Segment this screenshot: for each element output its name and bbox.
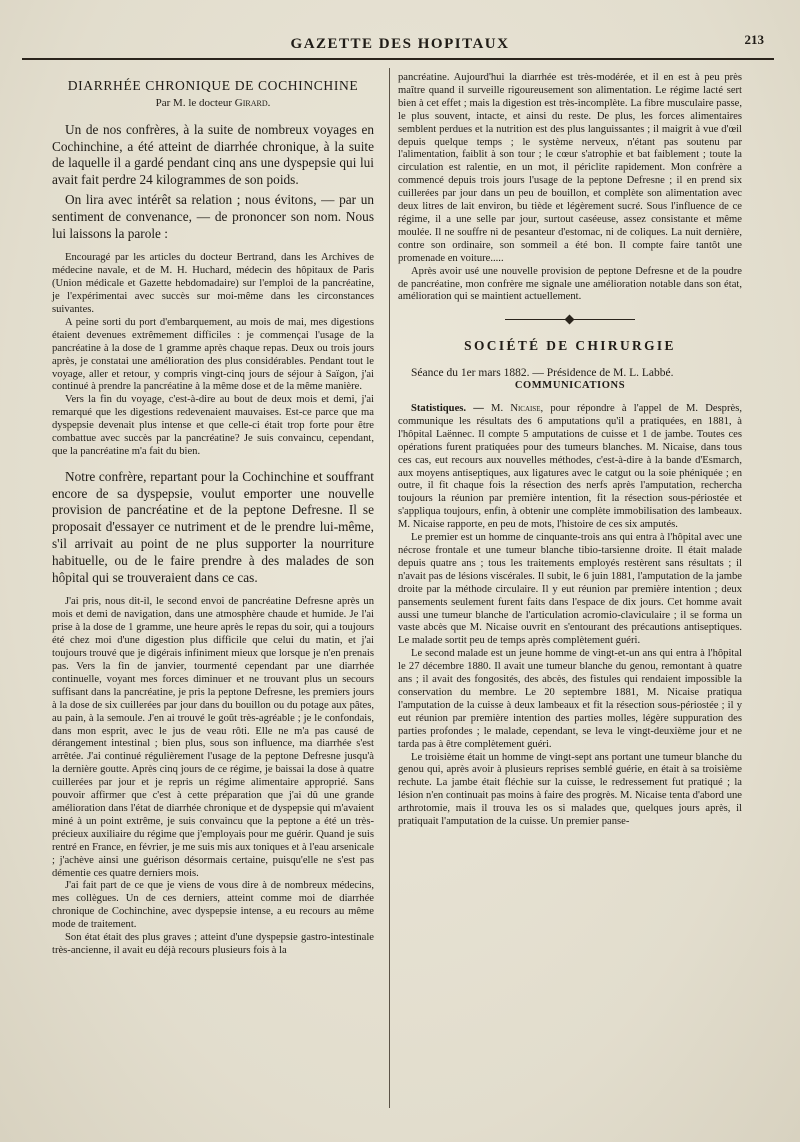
- running-head: [30, 32, 770, 56]
- byline-prefix: Par M. le docteur: [155, 96, 233, 109]
- header-rule: [22, 58, 774, 60]
- article-title: DIARRHÉE CHRONIQUE DE COCHINCHINE: [67, 78, 359, 93]
- article-paragraph: On lira avec intérêt sa relation ; nous évitons, — par un sentiment de convenance, — de prononcer son nom. Nous lui laissons la parole :: [52, 192, 374, 241]
- article-paragraph: A peine sorti du port d'embarquement, au mois de mai, mes digestions étaient devenues extrêmement difficiles : je commençai l'usage de la pancréatine à la dose de 1 gramme après chaque repas. Deux ou trois jours après, je constatai une amélioration des plus considérables. Pendant tout le voyage, aller et retour, y compris vingt-cinq jours de séjour à Saïgon, j'ai continué à prendre la pancréatine à la même dose et de la même manière.: [52, 316, 374, 393]
- article-paragraph: Notre confrère, repartant pour la Cochinchine et souffrant encore de sa dyspepsie, voulut emporter une nouvelle provision de pancréatine et de la peptone Defresne. Il se proposait d'essayer ce nutriment et de le prendre lui-même, s'il arrivait au point de ne plus supporter la nourriture habituelle, ou de le faire prendre à des malades de son hôpital qui se trouveraient dans ce cas.: [52, 468, 374, 585]
- article-paragraph: J'ai fait part de ce que je viens de vous dire à de nombreux médecins, mes collègues. Un de ces derniers, atteint comme moi de diarrhée chronique de Cochinchine, avec dyspepsie intense, a eu recours au même mode de traitement.: [52, 880, 374, 931]
- society-title: SOCIÉTÉ DE CHIRURGIE: [464, 338, 676, 354]
- society-paragraph: Le premier est un homme de cinquante-trois ans qui entra à l'hôpital avec une nécrose frontale et une tumeur blanche tibio-tarsienne droite. Il était malade depuis quatre ans ; tous les traitements employés restèrent sans résultats ; il n'avait pas de lésions viscérales. Il subit, le 6 juin 1881, l'amputation de la jambe droite par la méthode circulaire. Il y eut réunion par première intention ; deux pansements seulement furent faits dans l'espace de dix jours. Cet homme avait aussi une tumeur blanche de l'articulation acromio-claviculaire ; il se forma un vaste abcès que M. Nicaise ouvrit en s'entourant des précautions antiseptiques. Le malade sortit peu de temps après complètement guéri.: [398, 532, 742, 647]
- left-column: [52, 72, 374, 958]
- column-divider: [389, 68, 390, 1108]
- section-separator-ornament: [505, 316, 635, 322]
- article-paragraph: Après avoir usé une nouvelle provision de peptone Defresne et de la poudre de pancréatine, mon confrère me signale une amélioration notable dans son état, amélioration qui se maintient actuellement.: [398, 265, 742, 303]
- runin-speaker: M. Nicaise,: [491, 403, 544, 415]
- society-paragraph: Le troisième était un homme de vingt-sept ans portant une tumeur blanche du genou qui, après avoir à plusieurs reprises semblé guérie, en était à sa troisième rechute. La jambe était fléchie sur la cuisse, le redressement fut pratiqué ; la lésion n'en continuait pas moins à faire des progrès. M. Nicaise tenta d'abord une arthrotomie, mais il trouva les os si malades que, quelques jours après, il pratiquait l'amputation de la cuisse. Un premier panse-: [398, 751, 742, 828]
- article-paragraph: Vers la fin du voyage, c'est-à-dire au bout de deux mois et demi, j'ai remarqué que les digestions redevenaient mauvaises. Est-ce parce que ma dyspepsie devenait plus intense et que celle-ci était trop forte pour être combattue avec succès par la pancréatine? Je suis convaincu, cependant, que la pancréatine m'a fait du bien.: [52, 394, 374, 457]
- runin-heading: Statistiques. —: [411, 403, 484, 415]
- page-number: 213: [744, 32, 764, 47]
- journal-title: GAZETTE DES HOPITAUX: [290, 36, 510, 52]
- byline-author: Girard.: [234, 96, 271, 109]
- article-paragraph: pancréatine. Aujourd'hui la diarrhée est très-modérée, et il en est à peu près maître quand il surveille rigoureusement son alimentation. Le régime lacté sert bien à cet effet ; mais la digestion est très-incomplète. La fibre musculaire passe, le plus souvent, intacte, et ainsi du reste. De plus, les forces alimentaires semblent perdues et la nutrition est des plus languissantes ; il maigrit à vue d'œil depuis quelque temps ; le système nerveux, n'étant pas soutenu par l'alimentation, faiblit à son tour ; le cœur s'atrophie et bat faiblement ; toute la circulation est ralentie, en un mot, il périclite rapidement. Mon confrère a commencé depuis trois jours l'usage de la peptone Defresne ; il en prend six cuillerées par jour dans un peu de bouillon, et complète son alimentation avec deux litres de lait environ, bu tiède et légèrement sucré. Sous l'influence de ce régime, il a une selle par jour, surtout caséeuse, assez consistante et même moulée. Il ne souffre ni de pesanteur d'estomac, ni de coliques. La nuit dernière, contre son ordinaire, son sommeil a été bon. Il compte faire tantôt une promenade en voiture.....: [398, 72, 742, 264]
- article-paragraph: J'ai pris, nous dit-il, le second envoi de pancréatine Defresne après un mois et demi de navigation, dans une atmosphère chaude et humide. Je l'ai prise à la dose de 1 gramme, une heure après le repas du soir, qui a toujours été chez moi d'une digestion plus difficile que celui du matin, et j'ai toujours trouvé que je digérais infiniment mieux que lorsque je n'en prenais pas. Vers la fin de janvier, tourmenté cependant par une diarrhée continuelle, voyant mes forces diminuer et ne trouvant plus un secours suffisant dans la pancréatine, je pris la peptone Defresne, les premiers jours à la dose de six cuillerées par jour dans du bouillon ou du potage aux pâtes, au pain, à la semoule. J'en ai trouvé le goût très-agréable ; je le confondais, dans mon esprit, avec le jus de veau rôti. Elle ne m'a pas causé de dérangement intestinal ; bien plus, sous son influence, ma diarrhée s'est arrêtée. J'ai continué régulièrement l'usage de la peptone Defresne jusqu'à la dernière goutte. Après cinq jours de ce régime, je baissai la dose à quatre cuillerées par jour et je repris un régime alimentaire approprié. Sans pouvoir affirmer que c'est à cette préparation que j'ai dû une grande amélioration dans l'état de diarrhée chronique et de dyspepsie qui m'avaient miné à un point extrême, je suis convaincu que la peptone a été un très-précieux auxiliaire du régime que j'employais pour me guérir. Quand je suis rentré en France, en février, je me suis mis aux toniques et à l'eau arsenicale ; j'achève ainsi une guérison désormais certaine, puisqu'elle ne s'est pas démentie ces quatre derniers mois.: [52, 596, 374, 879]
- society-paragraph: Le second malade est un jeune homme de vingt-et-un ans qui entra à l'hôpital le 27 décembre 1880. Il avait une tumeur blanche du genou, remontant à quatre ans ; il avait des fongosités, des abcès, des fistules qui rendaient impossible la conservation du membre. Le 20 septembre 1881, M. Nicaise pratiqua l'amputation de la cuisse à deux lambeaux et fit la résection sous-périostée ; il y eut réunion par première intention des parties molles, légère suppuration des parties profondes ; le malade, cependant, se leva le vingt-deuxième jour et ne tarda pas à être complètement guéri.: [398, 648, 742, 750]
- byline: [52, 97, 374, 110]
- article-paragraph: Encouragé par les articles du docteur Bertrand, dans les Archives de médecine navale, et de M. H. Huchard, médecin des hôpitaux de Paris (Union médicale et Gazette hebdomadaire) sur l'emploi de la pancréatine, je l'expérimentai avec succès sur moi-même dans les circonstances suivantes.: [52, 252, 374, 316]
- right-column: [398, 72, 742, 829]
- society-paragraph-text: pour répondre à l'appel de M. Desprès, communique les résultats des 6 amputations qu'il a pratiquées, en 1881, à l'hôpital Laënnec. Il compte 5 amputations de cuisse et 1 de jambe. Toutes ces opérations furent pratiquées pour des tumeurs blanches. M. Nicaise, dans tous ces cas, eut recours aux nouvelles méthodes, c'est-à-dire à la bande d'Esmarch, aux moyens antiseptiques, aux ligatures avec le catgut ou la soie phéniquée ; en outre, il fit chaque fois la résection des nerfs après l'amputation, rechercha toujours la réunion par première intention, fit la résection sous-périostée et s'appliqua toujours, enfin, à obtenir une complète immobilisation des lambeaux. M. Nicaise rapporte, en peu de mots, l'histoire de ces six amputés.: [398, 403, 742, 531]
- article-paragraph: Un de nos confrères, à la suite de nombreux voyages en Cochinchine, a été atteint de diarrhée chronique, à la suite de laquelle il a gardé pendant cinq ans une dyspepsie qui lui avait fait perdre 24 kilogrammes de son poids.: [52, 121, 374, 188]
- session-line: Séance du 1er mars 1882. — Présidence de M. L. Labbé.: [411, 367, 674, 380]
- society-paragraph: [398, 403, 742, 532]
- article-paragraph: Son état était des plus graves ; atteint d'une dyspepsie gastro-intestinale très-ancienne, il avait eu déjà recours plusieurs fois à la: [52, 932, 374, 956]
- communications-subhead: COMMUNICATIONS: [514, 380, 626, 392]
